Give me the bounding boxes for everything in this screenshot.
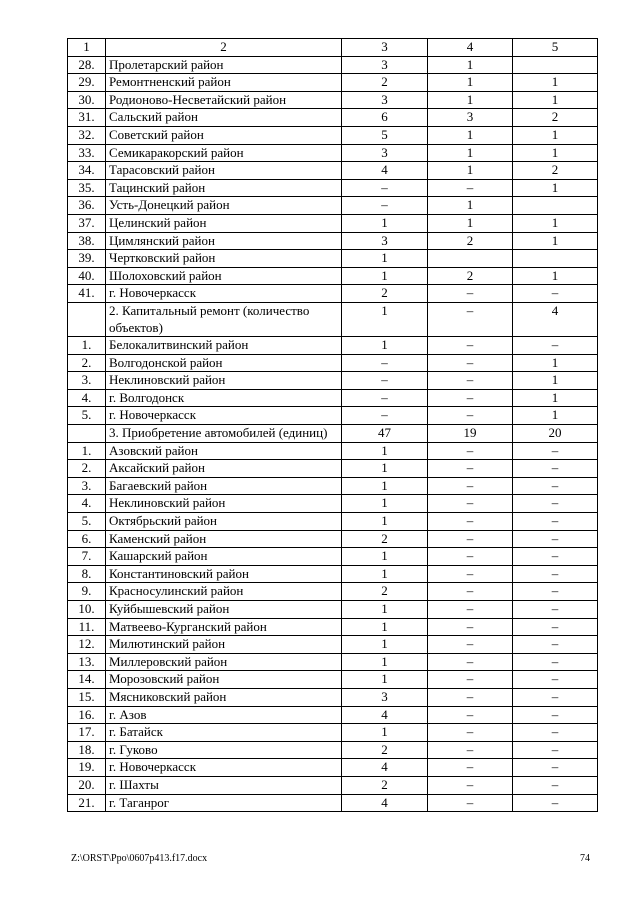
table-row xyxy=(68,389,598,407)
col5-value-cell: – xyxy=(513,636,598,654)
row-number-cell: 9. xyxy=(68,583,106,601)
col3-value-cell: 4 xyxy=(342,794,428,812)
district-name-cell: г. Азов xyxy=(106,706,342,724)
col4-value-cell: 1 xyxy=(428,74,513,92)
col4-value-cell: – xyxy=(428,495,513,513)
table-row xyxy=(68,162,598,180)
table-row xyxy=(68,460,598,478)
district-name-cell: Родионово-Несветайский район xyxy=(106,91,342,109)
col3-value-cell: 3 xyxy=(342,688,428,706)
col3-value-cell: 4 xyxy=(342,706,428,724)
row-number-cell: 10. xyxy=(68,601,106,619)
col4-value-cell: – xyxy=(428,618,513,636)
row-number-cell: 35. xyxy=(68,179,106,197)
district-name-cell: Морозовский район xyxy=(106,671,342,689)
col3-value-cell: – xyxy=(342,389,428,407)
row-number-cell: 28. xyxy=(68,56,106,74)
col5-value-cell: 1 xyxy=(513,74,598,92)
row-number-cell: 16. xyxy=(68,706,106,724)
col4-value-cell: 2 xyxy=(428,267,513,285)
table-row xyxy=(68,688,598,706)
table-row xyxy=(68,794,598,812)
col5-value-cell: – xyxy=(513,741,598,759)
district-name-cell: Тацинский район xyxy=(106,179,342,197)
row-number-cell: 2. xyxy=(68,460,106,478)
table-row xyxy=(68,144,598,162)
row-number-cell: 21. xyxy=(68,794,106,812)
table-row xyxy=(68,671,598,689)
col5-value-cell: 1 xyxy=(513,372,598,390)
col5-value-cell: 1 xyxy=(513,267,598,285)
table-row xyxy=(68,250,598,268)
district-name-cell: Белокалитвинский район xyxy=(106,337,342,355)
table-row xyxy=(68,776,598,794)
col3-value-cell: 1 xyxy=(342,477,428,495)
table-row xyxy=(68,214,598,232)
col5-value-cell: – xyxy=(513,548,598,566)
col4-value-cell: – xyxy=(428,706,513,724)
col3-value-cell: 5 xyxy=(342,126,428,144)
table-row xyxy=(68,126,598,144)
row-number-cell: 19. xyxy=(68,759,106,777)
row-number-cell: 40. xyxy=(68,267,106,285)
table-row xyxy=(68,495,598,513)
col5-value-cell xyxy=(513,250,598,268)
col5-value-cell: – xyxy=(513,688,598,706)
col5-value-cell: 2 xyxy=(513,162,598,180)
header-cell: 2 xyxy=(106,39,342,57)
col4-value-cell: – xyxy=(428,724,513,742)
row-number-cell: 30. xyxy=(68,91,106,109)
col4-value-cell: – xyxy=(428,372,513,390)
row-number-cell: 41. xyxy=(68,285,106,303)
row-number-cell: 5. xyxy=(68,513,106,531)
row-number-cell: 15. xyxy=(68,688,106,706)
col3-value-cell: 4 xyxy=(342,759,428,777)
table-row xyxy=(68,530,598,548)
col4-value-cell: – xyxy=(428,776,513,794)
district-name-cell: Неклиновский район xyxy=(106,495,342,513)
col4-value-cell: – xyxy=(428,513,513,531)
table-row xyxy=(68,197,598,215)
col3-value-cell: 3 xyxy=(342,56,428,74)
col3-value-cell: 1 xyxy=(342,548,428,566)
section-header-row xyxy=(68,425,598,443)
col4-value-cell: – xyxy=(428,636,513,654)
header-cell: 3 xyxy=(342,39,428,57)
row-number-cell: 11. xyxy=(68,618,106,636)
col4-value-cell: 1 xyxy=(428,214,513,232)
col4-value-cell: 2 xyxy=(428,232,513,250)
col3-value-cell: 1 xyxy=(342,267,428,285)
row-number-cell: 2. xyxy=(68,354,106,372)
table-row xyxy=(68,601,598,619)
district-name-cell: Шолоховский район xyxy=(106,267,342,285)
district-name-cell: Багаевский район xyxy=(106,477,342,495)
col3-value-cell: 1 xyxy=(342,513,428,531)
table-row xyxy=(68,653,598,671)
col5-value-cell: – xyxy=(513,477,598,495)
col5-value-cell: – xyxy=(513,759,598,777)
col3-value-cell: 1 xyxy=(342,302,428,336)
col3-value-cell: 2 xyxy=(342,74,428,92)
col5-value-cell: 1 xyxy=(513,354,598,372)
col5-value-cell: – xyxy=(513,495,598,513)
col5-value-cell: – xyxy=(513,583,598,601)
district-name-cell: Кашарский район xyxy=(106,548,342,566)
col5-value-cell: 1 xyxy=(513,407,598,425)
table-row xyxy=(68,267,598,285)
district-name-cell: г. Батайск xyxy=(106,724,342,742)
col3-value-cell: 1 xyxy=(342,601,428,619)
row-number-cell: 3. xyxy=(68,372,106,390)
col4-value-cell: – xyxy=(428,653,513,671)
col5-value-cell: – xyxy=(513,460,598,478)
row-number-cell: 20. xyxy=(68,776,106,794)
district-name-cell: г. Волгодонск xyxy=(106,389,342,407)
row-number-cell: 14. xyxy=(68,671,106,689)
district-name-cell: Миллеровский район xyxy=(106,653,342,671)
district-name-cell: Константиновский район xyxy=(106,565,342,583)
district-name-cell: г. Шахты xyxy=(106,776,342,794)
col3-value-cell: 1 xyxy=(342,636,428,654)
col3-value-cell: 3 xyxy=(342,232,428,250)
district-name-cell: Аксайский район xyxy=(106,460,342,478)
table-row xyxy=(68,285,598,303)
table-row xyxy=(68,407,598,425)
row-number-cell: 3. xyxy=(68,477,106,495)
col3-value-cell: – xyxy=(342,372,428,390)
table-row xyxy=(68,583,598,601)
col4-value-cell: 19 xyxy=(428,425,513,443)
col5-value-cell: – xyxy=(513,337,598,355)
table-row xyxy=(68,477,598,495)
col5-value-cell: 1 xyxy=(513,126,598,144)
district-name-cell: Куйбышевский район xyxy=(106,601,342,619)
col5-value-cell: 1 xyxy=(513,144,598,162)
district-name-cell: Каменский район xyxy=(106,530,342,548)
row-number-cell: 33. xyxy=(68,144,106,162)
col5-value-cell: – xyxy=(513,285,598,303)
row-number-cell: 8. xyxy=(68,565,106,583)
district-name-cell: г. Новочеркасск xyxy=(106,407,342,425)
row-number-cell: 31. xyxy=(68,109,106,127)
table-row xyxy=(68,337,598,355)
col3-value-cell: 3 xyxy=(342,144,428,162)
section-title-cell: 3. Приобретение автомобилей (единиц) xyxy=(106,425,342,443)
section-header-row xyxy=(68,302,598,336)
col5-value-cell: – xyxy=(513,724,598,742)
row-number-cell: 12. xyxy=(68,636,106,654)
col3-value-cell: 1 xyxy=(342,442,428,460)
col5-value-cell: – xyxy=(513,601,598,619)
district-name-cell: Милютинский район xyxy=(106,636,342,654)
col5-value-cell: 1 xyxy=(513,179,598,197)
table-row xyxy=(68,636,598,654)
table-row xyxy=(68,56,598,74)
row-number-cell: 17. xyxy=(68,724,106,742)
col5-value-cell: – xyxy=(513,618,598,636)
header-cell: 4 xyxy=(428,39,513,57)
col5-value-cell: – xyxy=(513,565,598,583)
col3-value-cell: 1 xyxy=(342,565,428,583)
district-name-cell: Неклиновский район xyxy=(106,372,342,390)
table-row xyxy=(68,724,598,742)
col5-value-cell: 4 xyxy=(513,302,598,336)
col4-value-cell: – xyxy=(428,565,513,583)
col4-value-cell: – xyxy=(428,741,513,759)
section-title-cell: 2. Капитальный ремонт (количество объектов) xyxy=(106,302,342,336)
col4-value-cell: – xyxy=(428,354,513,372)
col5-value-cell: – xyxy=(513,513,598,531)
col4-value-cell: – xyxy=(428,337,513,355)
row-number-cell: 7. xyxy=(68,548,106,566)
table-row xyxy=(68,513,598,531)
col5-value-cell: – xyxy=(513,653,598,671)
row-number-cell: 29. xyxy=(68,74,106,92)
col3-value-cell: 2 xyxy=(342,583,428,601)
row-number-cell: 39. xyxy=(68,250,106,268)
col4-value-cell: – xyxy=(428,530,513,548)
col3-value-cell: – xyxy=(342,197,428,215)
col5-value-cell: – xyxy=(513,530,598,548)
col5-value-cell: 1 xyxy=(513,91,598,109)
col5-value-cell xyxy=(513,197,598,215)
col4-value-cell: – xyxy=(428,179,513,197)
col3-value-cell: 47 xyxy=(342,425,428,443)
table-row xyxy=(68,109,598,127)
col4-value-cell: 1 xyxy=(428,56,513,74)
district-name-cell: Волгодонской район xyxy=(106,354,342,372)
col3-value-cell: 2 xyxy=(342,530,428,548)
col4-value-cell: – xyxy=(428,460,513,478)
district-name-cell: Цимлянский район xyxy=(106,232,342,250)
col4-value-cell: – xyxy=(428,671,513,689)
table-row xyxy=(68,372,598,390)
col4-value-cell xyxy=(428,250,513,268)
col5-value-cell: – xyxy=(513,794,598,812)
col3-value-cell: 1 xyxy=(342,724,428,742)
table-row xyxy=(68,759,598,777)
table-row xyxy=(68,354,598,372)
col4-value-cell: – xyxy=(428,442,513,460)
col5-value-cell xyxy=(513,56,598,74)
district-name-cell: Ремонтненский район xyxy=(106,74,342,92)
col3-value-cell: 2 xyxy=(342,776,428,794)
footer-page-number: 74 xyxy=(580,853,590,864)
col4-value-cell: – xyxy=(428,601,513,619)
district-name-cell: Октябрьский район xyxy=(106,513,342,531)
row-number-cell xyxy=(68,425,106,443)
table-row xyxy=(68,91,598,109)
district-name-cell: Чертковский район xyxy=(106,250,342,268)
col5-value-cell: 20 xyxy=(513,425,598,443)
col4-value-cell: – xyxy=(428,285,513,303)
table-row xyxy=(68,179,598,197)
col3-value-cell: 1 xyxy=(342,250,428,268)
col3-value-cell: 2 xyxy=(342,285,428,303)
data-table xyxy=(67,38,598,812)
col5-value-cell: 1 xyxy=(513,232,598,250)
col3-value-cell: – xyxy=(342,407,428,425)
col5-value-cell: – xyxy=(513,706,598,724)
col3-value-cell: – xyxy=(342,179,428,197)
col4-value-cell: – xyxy=(428,688,513,706)
row-number-cell: 5. xyxy=(68,407,106,425)
row-number-cell: 4. xyxy=(68,389,106,407)
row-number-cell: 36. xyxy=(68,197,106,215)
row-number-cell: 13. xyxy=(68,653,106,671)
col4-value-cell: – xyxy=(428,389,513,407)
col4-value-cell: – xyxy=(428,548,513,566)
row-number-cell: 4. xyxy=(68,495,106,513)
district-name-cell: г. Новочеркасск xyxy=(106,759,342,777)
district-name-cell: Тарасовский район xyxy=(106,162,342,180)
district-name-cell: г. Гуково xyxy=(106,741,342,759)
col4-value-cell: – xyxy=(428,477,513,495)
col3-value-cell: 1 xyxy=(342,495,428,513)
district-name-cell: Пролетарский район xyxy=(106,56,342,74)
col3-value-cell: 3 xyxy=(342,91,428,109)
col4-value-cell: – xyxy=(428,583,513,601)
table-row xyxy=(68,442,598,460)
col4-value-cell: 1 xyxy=(428,144,513,162)
col4-value-cell: 3 xyxy=(428,109,513,127)
col3-value-cell: – xyxy=(342,354,428,372)
row-number-cell: 34. xyxy=(68,162,106,180)
col4-value-cell: 1 xyxy=(428,197,513,215)
col4-value-cell: – xyxy=(428,759,513,777)
col4-value-cell: – xyxy=(428,302,513,336)
table-row xyxy=(68,548,598,566)
col3-value-cell: 4 xyxy=(342,162,428,180)
col3-value-cell: 1 xyxy=(342,337,428,355)
district-name-cell: Советский район xyxy=(106,126,342,144)
col3-value-cell: 1 xyxy=(342,618,428,636)
row-number-cell: 37. xyxy=(68,214,106,232)
col5-value-cell: 1 xyxy=(513,214,598,232)
col4-value-cell: 1 xyxy=(428,162,513,180)
col5-value-cell: – xyxy=(513,442,598,460)
col5-value-cell: 2 xyxy=(513,109,598,127)
district-name-cell: Мясниковский район xyxy=(106,688,342,706)
row-number-cell: 32. xyxy=(68,126,106,144)
col3-value-cell: 1 xyxy=(342,214,428,232)
table-header-row xyxy=(68,39,598,57)
col4-value-cell: – xyxy=(428,407,513,425)
row-number-cell: 6. xyxy=(68,530,106,548)
table-row xyxy=(68,565,598,583)
header-cell: 5 xyxy=(513,39,598,57)
col4-value-cell: 1 xyxy=(428,126,513,144)
table-row xyxy=(68,74,598,92)
table-row xyxy=(68,706,598,724)
district-name-cell: Сальский район xyxy=(106,109,342,127)
row-number-cell: 1. xyxy=(68,442,106,460)
district-name-cell: Азовский район xyxy=(106,442,342,460)
col5-value-cell: – xyxy=(513,776,598,794)
col5-value-cell: 1 xyxy=(513,389,598,407)
row-number-cell: 1. xyxy=(68,337,106,355)
col5-value-cell: – xyxy=(513,671,598,689)
district-name-cell: Усть-Донецкий район xyxy=(106,197,342,215)
header-cell: 1 xyxy=(68,39,106,57)
row-number-cell: 38. xyxy=(68,232,106,250)
col3-value-cell: 6 xyxy=(342,109,428,127)
district-name-cell: Семикаракорский район xyxy=(106,144,342,162)
col3-value-cell: 2 xyxy=(342,741,428,759)
col3-value-cell: 1 xyxy=(342,671,428,689)
col4-value-cell: 1 xyxy=(428,91,513,109)
col4-value-cell: – xyxy=(428,794,513,812)
district-name-cell: г. Новочеркасск xyxy=(106,285,342,303)
row-number-cell xyxy=(68,302,106,336)
col3-value-cell: 1 xyxy=(342,460,428,478)
district-name-cell: г. Таганрог xyxy=(106,794,342,812)
table-row xyxy=(68,741,598,759)
table-row xyxy=(68,618,598,636)
district-name-cell: Матвеево-Курганский район xyxy=(106,618,342,636)
footer-file-path: Z:\ORST\Ppo\0607p413.f17.docx xyxy=(71,853,208,864)
district-name-cell: Красносулинский район xyxy=(106,583,342,601)
row-number-cell: 18. xyxy=(68,741,106,759)
district-name-cell: Целинский район xyxy=(106,214,342,232)
col3-value-cell: 1 xyxy=(342,653,428,671)
table-row xyxy=(68,232,598,250)
